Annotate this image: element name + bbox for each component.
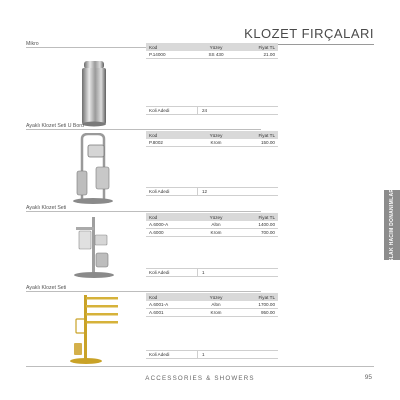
- page-title: KLOZET FIRÇALARI: [244, 26, 374, 41]
- cell-fiyat: 1700.00: [258, 302, 275, 307]
- koli-label: Koli Adedi: [146, 107, 198, 114]
- koli-value: 1: [202, 352, 205, 357]
- cell-kod: P.14000: [149, 52, 166, 57]
- cell-yuzey: Krom: [210, 310, 222, 315]
- table-header: [146, 213, 278, 221]
- table-row: [146, 309, 278, 317]
- section-rule: [26, 211, 261, 212]
- cell-fiyat: 21.00: [263, 52, 275, 57]
- price-table: [146, 131, 278, 147]
- footer-text: ACCESSORIES & SHOWERS: [145, 375, 255, 382]
- koli-label: Koli Adedi: [146, 188, 198, 195]
- section-label: Ayaklı Klozet Seti: [26, 205, 67, 211]
- cell-fiyat: 700.00: [260, 230, 275, 235]
- cell-kod: A.6000: [149, 230, 164, 235]
- table-header: [146, 43, 278, 51]
- col-yuzey: Yüzey: [209, 132, 223, 138]
- koli-value: 1: [202, 270, 205, 275]
- section-rule: [26, 129, 261, 130]
- col-yuzey: Yüzey: [209, 214, 223, 220]
- table-row: [146, 229, 278, 237]
- cell-yuzey: Altın: [211, 222, 221, 227]
- price-table: [146, 43, 278, 59]
- toilet-stand-u-pipe-icon: [62, 133, 124, 205]
- koli-row: [146, 350, 278, 359]
- col-kod: Kod: [149, 44, 158, 50]
- section-label: Ayaklı Klozet Seti: [26, 285, 67, 291]
- col-kod: Kod: [149, 214, 158, 220]
- table-row: [146, 221, 278, 229]
- table-row: [146, 301, 278, 309]
- koli-label: Koli Adedi: [146, 269, 198, 276]
- cell-yuzey: Krom: [210, 230, 222, 235]
- table-header: [146, 293, 278, 301]
- section-label: Ayaklı Klozet Seti U Boru: [26, 123, 84, 129]
- cell-kod: A.6001: [149, 310, 164, 315]
- cell-yuzey: Krom: [210, 140, 222, 145]
- koli-label: Koli Adedi: [146, 351, 198, 358]
- koli-row: [146, 187, 278, 196]
- price-table: [146, 293, 278, 317]
- col-kod: Kod: [149, 132, 158, 138]
- price-table: [146, 213, 278, 237]
- koli-value: 24: [202, 108, 208, 113]
- cell-fiyat: 950.00: [260, 310, 275, 315]
- side-tab-label: ISLAK HACIM DONANIMLARI: [389, 186, 395, 264]
- table-row: [146, 51, 278, 59]
- col-fiyat: Fiyat TL: [258, 214, 275, 220]
- cell-yuzey: SS 430: [208, 52, 224, 57]
- side-tab: [384, 186, 400, 264]
- col-fiyat: Fiyat TL: [258, 294, 275, 300]
- section-label: Mikro: [26, 41, 39, 47]
- cell-kod: P.8002: [149, 140, 163, 145]
- cell-kod: A.6000-A: [149, 222, 169, 227]
- toilet-brush-holder-icon: [62, 57, 124, 129]
- footer-rule: [26, 366, 374, 367]
- col-yuzey: Yüzey: [209, 294, 223, 300]
- cell-kod: A.6001-A: [149, 302, 169, 307]
- table-row: [146, 139, 278, 147]
- cell-fiyat: 150.00: [260, 140, 275, 145]
- page-number: 95: [364, 374, 372, 381]
- cell-yuzey: Altın: [211, 302, 221, 307]
- table-header: [146, 131, 278, 139]
- cell-fiyat: 1400.00: [258, 222, 275, 227]
- koli-value: 12: [202, 189, 208, 194]
- toilet-stand-set-icon: [62, 215, 124, 279]
- koli-row: [146, 106, 278, 115]
- koli-row: [146, 268, 278, 277]
- towel-rack-stand-gold-icon: [62, 291, 124, 367]
- col-kod: Kod: [149, 294, 158, 300]
- col-yuzey: Yüzey: [209, 44, 223, 50]
- col-fiyat: Fiyat TL: [258, 132, 275, 138]
- col-fiyat: Fiyat TL: [258, 44, 275, 50]
